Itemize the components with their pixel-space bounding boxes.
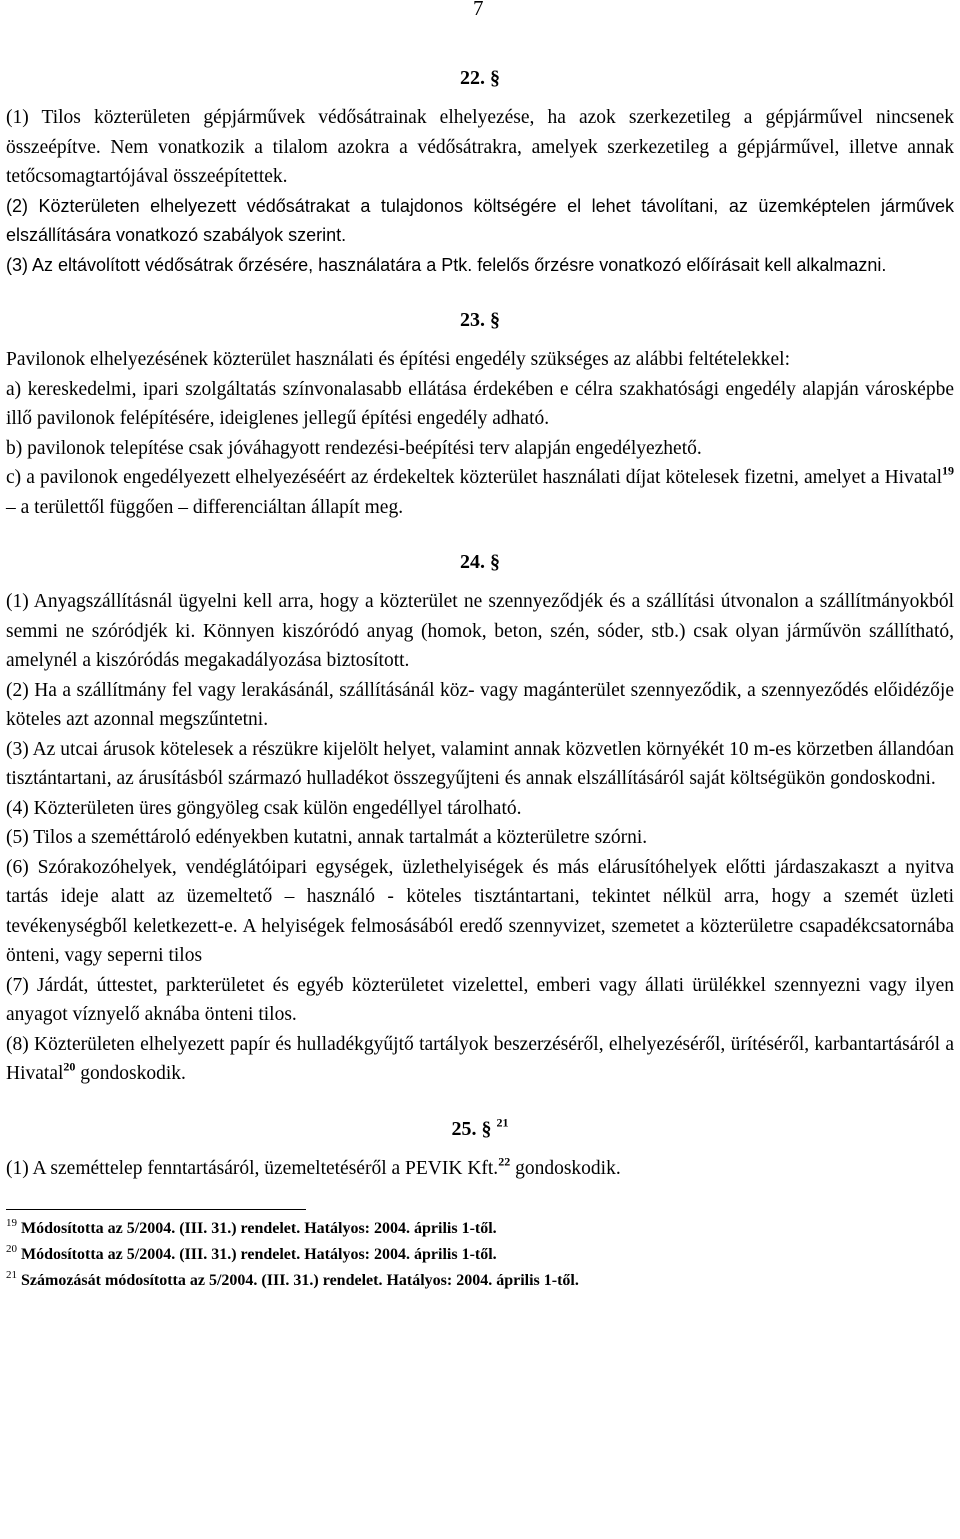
section-24-paragraph-5: (5) Tilos a szeméttároló edényekben kutatni, annak tartalmát a közterületre szórni. <box>6 827 648 848</box>
footnote-ref-19: 19 <box>942 463 954 478</box>
section-25-title-text: 25. § <box>451 1117 492 1140</box>
footnote-21-text: Számozását módosította az 5/2004. (III. 31.) rendelet. Hatályos: 2004. április 1-től. <box>21 1272 579 1289</box>
section-24-title: 24. § <box>460 551 500 573</box>
section-23-item-c-text-end: – a területtől függően – differenciáltan állapít meg. <box>6 496 404 518</box>
footnote-ref-20: 20 <box>63 1059 76 1074</box>
section-25-title <box>6 1115 954 1144</box>
section-24-paragraph-8-text-end: gondoskodik. <box>75 1063 186 1084</box>
section-23-intro: Pavilonok elhelyezésének közterület használati és építési engedély szükséges az alábbi feltételekkel: <box>6 349 791 370</box>
section-23-title: 23. § <box>460 309 500 331</box>
section-24-paragraph-8-text: (8) Közterületen elhelyezett papír és hulladékgyűjtő tartályok beszerzéséről, elhelyezéséről, ürítéséről, karbantartásáról a Hivatal <box>6 1033 954 1084</box>
section-25-paragraph-1-text-end: gondoskodik. <box>510 1157 621 1179</box>
section-23-item-c-text: c) a pavilonok engedélyezett elhelyezéséért az érdekeltek közterület használati díjat kötelesek fizetni, amelyet a Hivatal <box>6 467 942 488</box>
footnote-ref-22: 22 <box>498 1154 511 1169</box>
section-22-paragraph-3: (3) Az eltávolított védősátrak őrzésére, használatára a Ptk. felelős őrzésre vonatkozó előírásait kell alkalmazni. <box>6 254 887 275</box>
section-22-title: 22. § <box>460 67 500 89</box>
section-24-paragraph-7: (7) Járdát, úttestet, parkterületet és egyéb közterületet vizelettel, emberi vagy állati ürülékkel szennyezni vagy ilyen anyagot víznyelő aknába önteni tilos. <box>6 974 954 1025</box>
section-24-paragraph-6: (6) Szórakozóhelyek, vendéglátóipari egységek, üzlethelyiségek és más elárusítóhelyek előtti járdaszakaszt a nyitva tartás ideje alatt az üzemeltető – használó - köteles tisztántartani, tekintet nélkül arra, hogy a szemét üzleti tevékenységből keletkezett-e. A helyiségek felmosásából eredő szennyvizet, szemetet a közterületre csapadékcsatornába önteni, vagy seperni tilos <box>6 856 954 966</box>
section-24-paragraph-3: (3) Az utcai árusok kötelesek a részükre kijelölt helyet, valamint annak közvetlen környékét 10 m-es körzetben állandóan tisztántartani, az árusításból származó hulladékot összegyűjteni és annak elszállításáról saját költségükön gondoskodni. <box>6 738 954 789</box>
footnote-divider <box>6 1209 306 1210</box>
footnote-19-number: 19 <box>6 1217 17 1230</box>
footnote-20-text: Módosította az 5/2004. (III. 31.) rendelet. Hatályos: 2004. április 1-től. <box>21 1246 497 1263</box>
footnote-ref-21: 21 <box>496 1115 509 1130</box>
section-24-paragraph-2: (2) Ha a szállítmány fel vagy lerakásánál, szállításánál köz- vagy magánterület szennyeződik, a szennyeződés előidézője köteles azt azonnal megszűntetni. <box>6 679 954 730</box>
section-22-paragraph-1: (1) Tilos közterületen gépjárművek védősátrainak elhelyezése, ha azok szerkezetileg a gépjárművel nincsenek összeépítve. Nem vonatkozik a tilalom azokra a védősátrakra, amelyek szerkezetileg a gépjárművel, illetve annak tetőcsomagtartójával összeépítettek. <box>6 107 954 187</box>
section-23-item-b: b) pavilonok telepítése csak jóváhagyott rendezési-beépítési terv alapján engedélyezhető. <box>6 437 702 459</box>
section-25-paragraph-1-text: (1) A szeméttelep fenntartásáról, üzemeltetéséről a PEVIK Kft. <box>6 1157 499 1179</box>
section-25-paragraph-1 <box>6 1154 954 1184</box>
footnote-20 <box>6 1242 954 1268</box>
section-22-paragraph-2: (2) Közterületen elhelyezett védősátrakat a tulajdonos költségére el lehet távolítani, az üzemképtelen járművek elszállítására vonatkozó szabályok szerint. <box>6 195 954 245</box>
footnote-19 <box>6 1216 954 1242</box>
section-23-item-c <box>6 463 954 522</box>
section-24-paragraph-4: (4) Közterületen üres göngyöleg csak külön engedéllyel tárolható. <box>6 797 522 819</box>
footnote-19-text: Módosította az 5/2004. (III. 31.) rendelet. Hatályos: 2004. április 1-től. <box>21 1220 497 1237</box>
section-24-paragraph-1: (1) Anyagszállításnál ügyelni kell arra, hogy a közterület ne szennyeződjék és a szállítási útvonalon a szállítmányokból semmi ne szóródjék ki. Könnyen kiszóródó anyag (homok, beton, szén, sóder, stb.) csak olyan járművön szállítható, amelynél a kiszóródás megakadályozása biztosított. <box>6 591 954 671</box>
document-body <box>6 64 954 1294</box>
section-23-item-a: a) kereskedelmi, ipari szolgáltatás színvonalasabb ellátása érdekében e célra szakhatósági engedély alapján városképbe illő pavilonok felépítésére, ideiglenes jellegű építési engedély adható. <box>6 378 954 429</box>
footnote-21 <box>6 1268 954 1294</box>
footnote-21-number: 21 <box>6 1269 17 1282</box>
section-24-paragraph-8 <box>6 1030 954 1089</box>
footnote-20-number: 20 <box>6 1243 17 1256</box>
page-number: 7 <box>473 0 484 20</box>
